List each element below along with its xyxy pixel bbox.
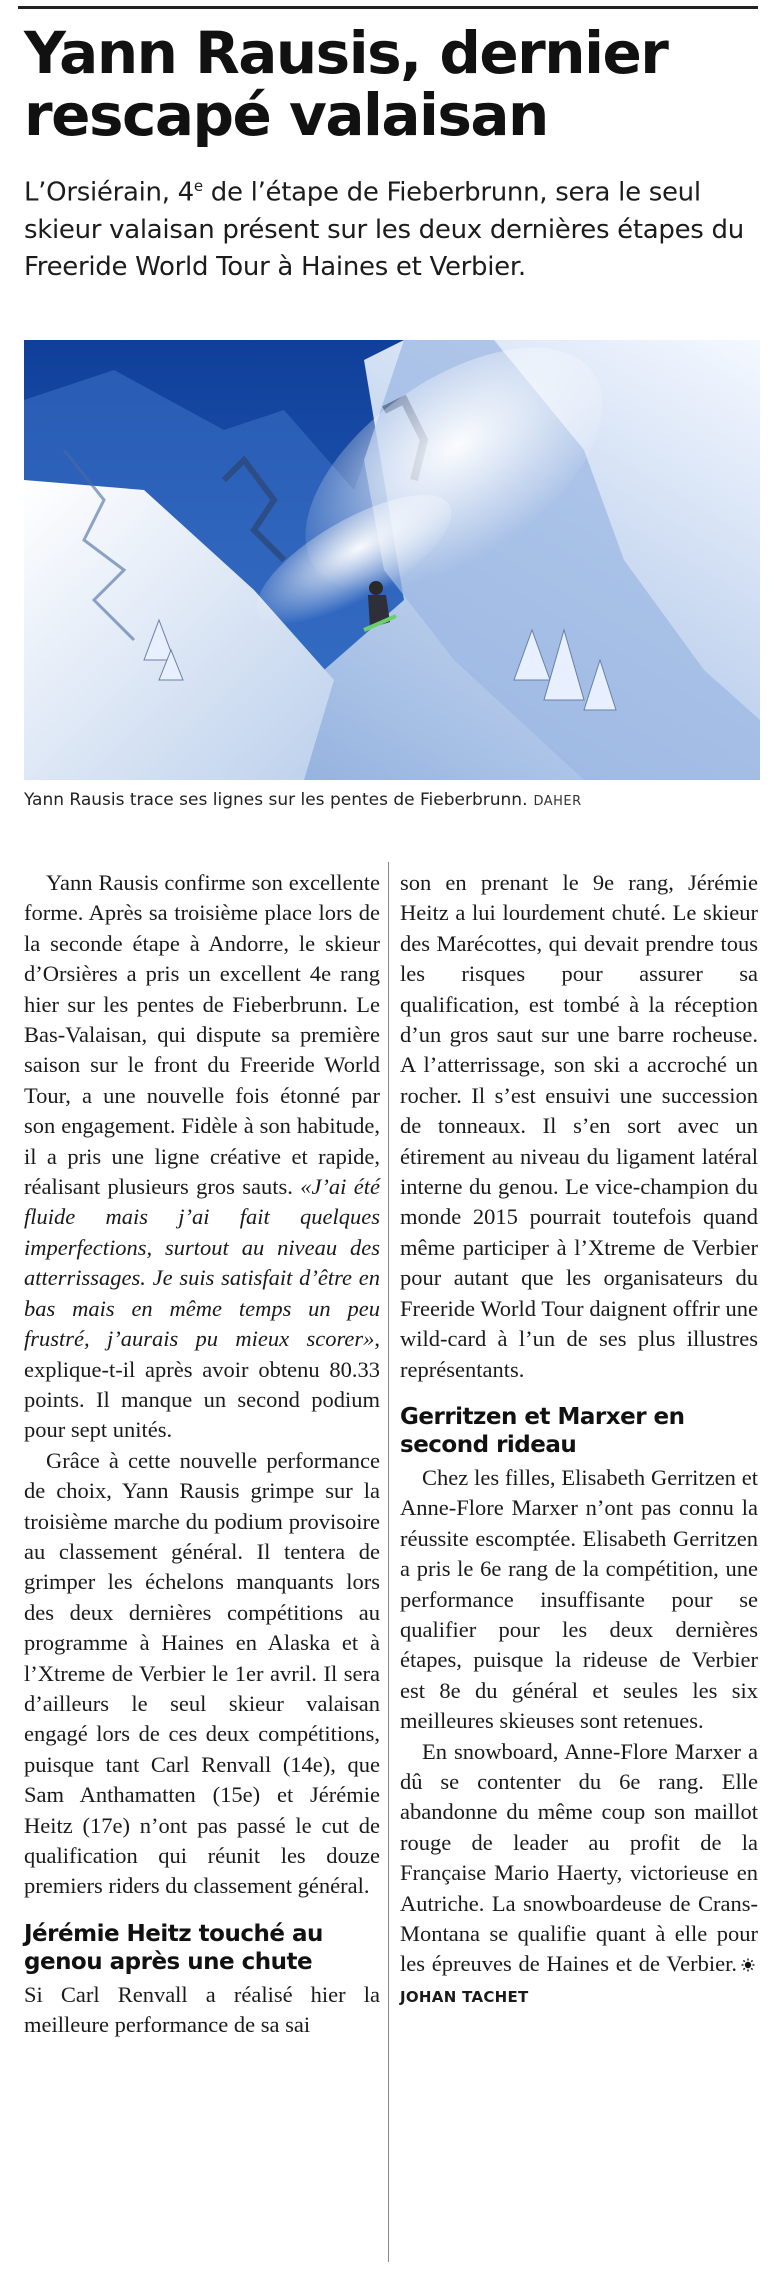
paragraph-5 (400, 1737, 758, 2013)
photo-caption (24, 788, 764, 814)
paragraph-3-continued: son en prenant le 9e rang, Jérémie Heitz a lui lourdement chuté. Le skieur des Marécottes, qui devait prendre tous les risques pour assurer sa qualification, est tombé à la réception d’un gros saut sur une barre rocheuse. A l’atterrissage, son ski a accroché un rocher. Il s’est ensuivi une succession de tonneaux. Il s’en sort avec un étirement au niveau du ligament latéral interne du genou. Le vice-champion du monde 2015 pourrait toutefois quand même participer à l’Xtreme de Verbier pour autant que les organisateurs du Freeride World Tour daignent offrir une wild-card à l’un de ses plus illustres représentants. (400, 870, 758, 1382)
paragraph-3-start: Si Carl Renvall a réalisé hier la meilleure performance de sa sai (24, 1981, 380, 2038)
paragraph-5-text: En snowboard, Anne-Flore Marxer a dû se contenter du 6e rang. Elle abandonne du même coup son maillot rouge de leader au profit de la Française Mario Haerty, victorieuse en Autriche. La snowboardeuse de Crans-Montana se qualifie quant à elle pour les épreuves de Haines et de Verbier. (400, 1738, 758, 1977)
column-divider (388, 862, 389, 2262)
paragraph-1 (24, 868, 380, 1446)
article-lead (24, 168, 764, 286)
lead-sup: e (193, 177, 203, 195)
author-sun-icon (741, 1958, 755, 1972)
skier-photo-illustration (24, 340, 760, 780)
author-byline: JOHAN TACHET (400, 1987, 529, 2006)
article-headline: Yann Rausis, dernier rescapé valaisan (24, 19, 668, 149)
top-rule (18, 6, 758, 9)
article-photo (24, 340, 760, 780)
subheading-heitz: Jérémie Heitz touché au genou après une chute (24, 1920, 323, 1975)
paragraph-1-start: Yann Rausis confirme son excellente forme. Après sa troisième place lors de la seconde étape à Andorre, le skieur d’Orsières a pris un excellent 4e rang hier sur les pentes de Fieberbrunn. Le Bas-Valaisan, qui dispute sa première saison sur le front du Freeride World Tour, a une nouvelle fois étonné par son engagement. Fidèle à son habitude, il a pris une ligne créative et rapide, réalisant plusieurs gros sauts. (24, 870, 380, 1200)
photo-credit: DAHER (533, 794, 582, 809)
article-column-left (24, 868, 380, 2041)
article-column-right (400, 868, 758, 2012)
paragraph-4: Chez les filles, Elisabeth Gerritzen et Anne-Flore Marxer n’ont pas connu la réussite escomptée. Elisabeth Gerritzen a pris le 6e rang de la compétition, une performance insuffisante pour se qualifier pour les deux dernières étapes, puisque la rideuse de Verbier est 8e du général et seules les six meilleures skieuses sont retenues. (400, 1464, 758, 1734)
caption-text: Yann Rausis trace ses lignes sur les pentes de Fieberbrunn. (24, 790, 528, 810)
rausis-quote: «J’ai été fluide mais j’ai fait quelques imperfections, surtout au niveau des atterrissages. Je suis satisfait d’être en bas mais en même temps un peu frustré, j’aurais pu mieux scorer» (24, 1174, 380, 1352)
paragraph-2: Grâce à cette nouvelle performance de choix, Yann Rausis grimpe sur la troisième marche du podium provisoire au classement général. Il tentera de grimper les échelons manquants lors des deux dernières compétitions au programme à Haines en Alaska et à l’Xtreme de Verbier le 1er avril. Il sera d’ailleurs le seul skieur valaisan engagé lors de ces deux compétitions, puisque tant Carl Renvall (14e), que Sam Anthamatten (15e) et Jérémie Heitz (17e) n’ont pas passé le cut de qualification qui réunit les douze premiers riders du classement général. (24, 1447, 380, 1899)
lead-part2: de l’étape de Fieberbrunn, sera le seul skieur valaisan présent sur les deux dernières étapes du Freeride World Tour à Haines et Verbier. (24, 177, 744, 282)
lead-part1: L’Orsiérain, 4 (24, 177, 194, 208)
subheading-gerritzen-marxer: Gerritzen et Marxer en second rideau (400, 1403, 685, 1458)
paragraph-1-end: , explique-t-il après avoir obtenu 80.33 points. Il manque un second podium pour sept unités. (24, 1326, 380, 1443)
